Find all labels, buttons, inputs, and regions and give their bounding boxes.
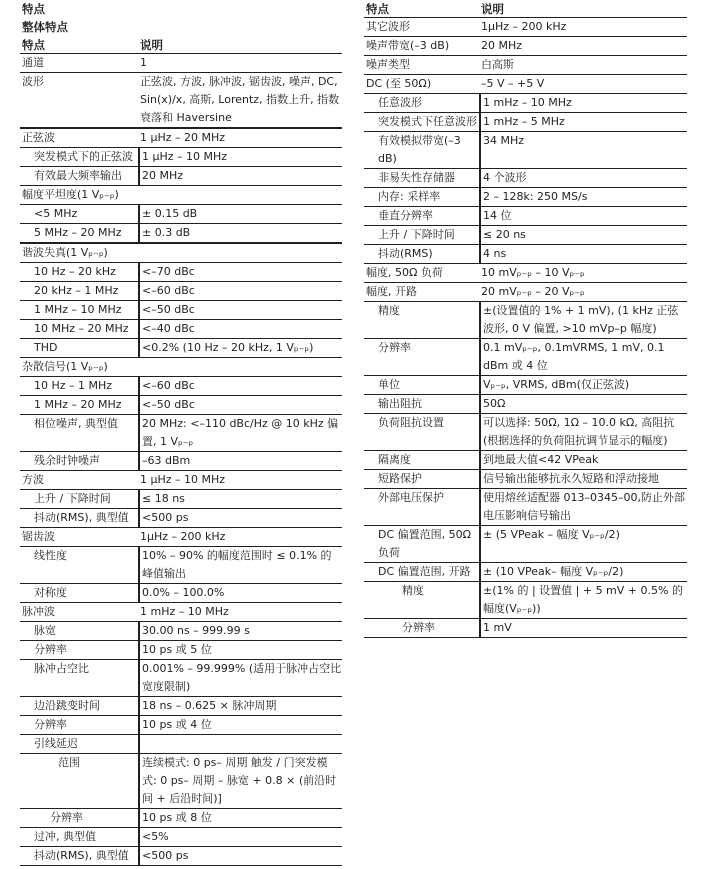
spec-feature: 分辨率 [34, 718, 67, 731]
spec-row [20, 622, 342, 641]
spec-description: –63 dBm [138, 452, 342, 470]
spec-description: –5 V – +5 V [481, 77, 545, 90]
spec-feature: 负荷阻抗设置 [378, 416, 444, 429]
spec-description: 20 MHz [481, 39, 523, 52]
spec-description: 0.0% – 100.0% [138, 584, 342, 602]
spec-row [364, 132, 687, 169]
spec-feature: 10 MHz – 20 MHz [34, 322, 129, 335]
spec-row [20, 167, 342, 186]
spec-feature: 线性度 [34, 549, 67, 562]
spec-description: 1 μHz – 10 MHz [140, 473, 226, 486]
spec-feature: DC 偏置范围, 50Ω 负荷 [378, 528, 472, 559]
spec-description: 50Ω [479, 395, 687, 413]
spec-feature: 外部电压保护 [378, 491, 444, 504]
spec-feature: 幅度, 开路 [366, 285, 417, 298]
spec-feature: 脉冲占空比 [34, 662, 89, 675]
spec-description: <5% [138, 828, 342, 846]
spec-description: ≤ 20 ns [479, 226, 687, 244]
spec-row [20, 54, 342, 73]
spec-feature: 噪声类型 [366, 58, 410, 71]
spec-feature: 上升 / 下降时间 [34, 492, 111, 505]
spec-row [20, 716, 342, 735]
spec-description: ± 0.15 dB [138, 205, 342, 223]
spec-feature: 残余时钟噪声 [34, 454, 100, 467]
spec-feature: THD [34, 341, 58, 354]
spec-description: <–50 dBc [138, 301, 342, 319]
spec-row [364, 526, 687, 563]
spec-row [364, 563, 687, 582]
spec-row [20, 847, 342, 866]
spec-description: 2 – 128k: 250 MS/s [479, 188, 687, 206]
spec-feature: 10 Hz – 20 kHz [34, 265, 116, 278]
spec-row [364, 582, 687, 619]
spec-row [20, 584, 342, 603]
spec-row [20, 205, 342, 224]
spec-row [364, 75, 687, 94]
spec-description: 10 ps 或 4 位 [138, 716, 342, 734]
spec-description: <500 ps [138, 509, 342, 527]
spec-feature: 脉冲波 [22, 605, 55, 618]
spec-row [20, 339, 342, 358]
spec-description: <500 ps [138, 847, 342, 865]
spec-row [364, 94, 687, 113]
spec-row [20, 809, 342, 828]
spec-feature: 突发模式下任意波形 [378, 115, 477, 128]
spec-feature: 谐波失真(1 Vₚ₋ₚ) [22, 246, 108, 259]
spec-description: 10 ps 或 8 位 [138, 809, 342, 827]
spec-description: <–70 dBc [138, 263, 342, 281]
spec-row [20, 641, 342, 660]
spec-row [20, 377, 342, 396]
left-column [20, 0, 342, 866]
spec-feature: 抖动(RMS) [378, 247, 433, 260]
spec-description: ± (5 VPeak – 幅度 Vₚ₋ₚ/2) [479, 526, 687, 562]
spec-row [20, 358, 342, 377]
spec-feature: 幅度, 50Ω 负荷 [366, 266, 443, 279]
header-feature: 特点 [366, 2, 389, 16]
spec-description: ± (10 VPeak– 幅度 Vₚ₋ₚ/2) [479, 563, 687, 581]
spec-description: 1 mV [479, 619, 687, 637]
spec-description: <–50 dBc [138, 396, 342, 414]
spec-description: <–60 dBc [138, 282, 342, 300]
spec-row [364, 470, 687, 489]
spec-feature: 有效最大频率输出 [34, 169, 122, 182]
spec-description: 1μHz – 200 kHz [140, 530, 226, 543]
spec-feature: 正弦波 [22, 131, 55, 144]
spec-description: 20 MHz: <–110 dBc/Hz @ 10 kHz 偏置, 1 Vₚ₋ₚ [138, 415, 342, 451]
spec-feature: <5 MHz [34, 207, 78, 220]
spec-row [364, 169, 687, 188]
spec-description: 34 MHz [479, 132, 687, 168]
spec-description: <–40 dBc [138, 320, 342, 338]
spec-description: 14 位 [479, 207, 687, 225]
spec-feature: 引线延迟 [34, 737, 78, 750]
spec-row [20, 735, 342, 754]
right-spec-table [364, 0, 687, 638]
spec-feature: 突发模式下的正弦波 [34, 150, 133, 163]
spec-description: 到地最大值<42 VPeak [479, 451, 687, 469]
spec-description: 0.1 mVₚ₋ₚ, 0.1mVRMS, 1 mV, 0.1 dBm 或 4 位 [479, 339, 687, 375]
spec-description: 可以选择: 50Ω, 1Ω – 10.0 kΩ, 高阻抗(根据选择的负荷阻抗调节显示的幅度) [479, 414, 687, 450]
spec-row [364, 376, 687, 395]
spec-feature: 单位 [378, 378, 400, 391]
spec-feature: 精度 [402, 584, 424, 597]
spec-row [20, 490, 342, 509]
spec-description: <–60 dBc [138, 377, 342, 395]
spec-feature: 分辨率 [34, 643, 67, 656]
spec-description: 30.00 ns – 999.99 s [138, 622, 342, 640]
spec-feature: 范围 [58, 756, 80, 769]
spec-row [364, 451, 687, 470]
spec-feature: 脉宽 [34, 624, 56, 637]
spec-row [20, 396, 342, 415]
spec-description: 信号输出能够抗永久短路和浮动接地 [479, 470, 687, 488]
spec-row [364, 188, 687, 207]
spec-description: 1 mHz – 5 MHz [479, 113, 687, 131]
spec-description: 连续模式: 0 ps– 周期 触发 / 门突发模式: 0 ps– 周期 – 脉宽 + 0.8 × (前沿时间 + 后沿时间)] [138, 754, 342, 808]
spec-feature: 内存: 采样率 [378, 190, 441, 203]
spec-feature: 输出阻抗 [378, 397, 422, 410]
spec-description: 20 MHz [138, 167, 342, 185]
spec-description: 正弦波, 方波, 脉冲波, 锯齿波, 噪声, DC, Sin(x)/x, 高斯, Lorentz, 指数上升, 指数衰落和 Haversine [140, 75, 340, 124]
spec-description: 1 μHz – 10 MHz [138, 148, 342, 166]
spec-feature: 10 Hz – 1 MHz [34, 379, 113, 392]
spec-feature: 其它波形 [366, 20, 410, 33]
spec-feature: 1 MHz – 10 MHz [34, 303, 122, 316]
left-spec-table [20, 36, 342, 866]
spec-description: 1μHz – 200 kHz [481, 20, 567, 33]
spec-row [20, 509, 342, 528]
spec-description: 白高斯 [481, 58, 514, 71]
spec-row [20, 244, 342, 263]
spec-row [20, 148, 342, 167]
spec-row [20, 415, 342, 452]
spec-feature: 非易失性存储器 [378, 171, 455, 184]
spec-description: 1 [140, 56, 147, 69]
spec-row [20, 282, 342, 301]
spec-row [364, 619, 687, 638]
spec-description: ≤ 18 ns [138, 490, 342, 508]
spec-row [20, 301, 342, 320]
spec-feature: 波形 [22, 75, 44, 88]
spec-description: 4 ns [479, 245, 687, 263]
spec-description: <0.2% (10 Hz – 20 kHz, 1 Vₚ₋ₚ) [138, 339, 342, 357]
spec-row [20, 186, 342, 205]
right-column [364, 0, 687, 638]
spec-feature: 分辨率 [378, 341, 411, 354]
spec-feature: 有效模拟带宽(–3 dB) [378, 134, 461, 165]
spec-row [364, 489, 687, 526]
spec-row [20, 528, 342, 547]
spec-description [138, 735, 342, 753]
spec-feature: DC (至 50Ω) [366, 77, 432, 90]
spec-feature: 任意波形 [378, 96, 422, 109]
spec-feature: 幅度平坦度(1 Vₚ₋ₚ) [22, 188, 119, 201]
spec-feature: 上升 / 下降时间 [378, 228, 455, 241]
spec-row [364, 339, 687, 376]
spec-row [364, 302, 687, 339]
spec-feature: 隔离度 [378, 453, 411, 466]
spec-row [20, 263, 342, 282]
header-description: 说明 [140, 38, 163, 52]
spec-row [20, 603, 342, 622]
spec-description: Vₚ₋ₚ, VRMS, dBm(仅正弦波) [479, 376, 687, 394]
spec-description: ±(设置值的 1% + 1 mV), (1 kHz 正弦波形, 0 V 偏置, >10 mVp–p 幅度) [479, 302, 687, 338]
section-heading: 特点 [22, 2, 45, 16]
spec-row [20, 828, 342, 847]
spec-description [138, 358, 342, 376]
spec-description: 1 μHz – 20 MHz [140, 131, 226, 144]
spec-row [20, 224, 342, 244]
spec-feature: 边沿跳变时间 [34, 699, 100, 712]
spec-row [364, 226, 687, 245]
spec-feature: DC 偏置范围, 开路 [378, 565, 471, 578]
spec-row [20, 660, 342, 697]
spec-feature: 5 MHz – 20 MHz [34, 226, 122, 239]
spec-row [364, 283, 687, 302]
spec-feature: 相位噪声, 典型值 [34, 417, 118, 430]
spec-row [364, 264, 687, 283]
spec-feature: 通道 [22, 56, 44, 69]
spec-row [364, 18, 687, 37]
spec-row [364, 414, 687, 451]
spec-feature: 杂散信号(1 Vₚ₋ₚ) [22, 360, 108, 373]
spec-feature: 分辨率 [402, 621, 435, 634]
spec-description: 10 mVₚ₋ₚ – 10 Vₚ₋ₚ [481, 266, 585, 279]
spec-feature: 抖动(RMS), 典型值 [34, 511, 129, 524]
spec-feature: 分辨率 [50, 811, 83, 824]
spec-feature: 20 kHz – 1 MHz [34, 284, 119, 297]
spec-row [20, 73, 342, 129]
spec-row [20, 320, 342, 339]
subsection-heading: 整体特点 [22, 20, 68, 34]
spec-description [138, 244, 342, 262]
spec-description: ± 0.3 dB [138, 224, 342, 242]
spec-feature: 过冲, 典型值 [34, 830, 96, 843]
spec-row [364, 207, 687, 226]
header-feature: 特点 [22, 38, 45, 52]
spec-description: 0.001% – 99.999% (适用于脉冲占空比宽度限制) [138, 660, 342, 696]
spec-row [20, 471, 342, 490]
spec-row [364, 56, 687, 75]
spec-description: 1 mHz – 10 MHz [479, 94, 687, 112]
spec-row [364, 37, 687, 56]
spec-description [138, 186, 342, 204]
spec-description: 使用熔丝适配器 013–0345–00,防止外部电压影响信号输出 [479, 489, 687, 525]
spec-feature: 抖动(RMS), 典型值 [34, 849, 129, 862]
spec-row [20, 697, 342, 716]
spec-feature: 噪声带宽(–3 dB) [366, 39, 450, 52]
spec-feature: 垂直分辨率 [378, 209, 433, 222]
spec-row [364, 113, 687, 132]
spec-description: ±(1% 的 | 设置值 | + 5 mV + 0.5% 的幅度(Vₚ₋ₚ)) [479, 582, 687, 618]
spec-feature: 锯齿波 [22, 530, 55, 543]
spec-row [20, 452, 342, 471]
spec-row [364, 395, 687, 414]
spec-feature: 方波 [22, 473, 44, 486]
spec-row [20, 129, 342, 148]
spec-description: 10 ps 或 5 位 [138, 641, 342, 659]
spec-description: 20 mVₚ₋ₚ – 20 Vₚ₋ₚ [481, 285, 585, 298]
table-header [20, 36, 342, 54]
spec-row [20, 547, 342, 584]
spec-feature: 1 MHz – 20 MHz [34, 398, 122, 411]
table-header [364, 0, 687, 18]
spec-description: 10% – 90% 的幅度范围时 ≤ 0.1% 的峰值输出 [138, 547, 342, 583]
spec-row [364, 245, 687, 264]
spec-description: 1 mHz – 10 MHz [140, 605, 229, 618]
spec-description: 4 个波形 [479, 169, 687, 187]
spec-row [20, 754, 342, 809]
spec-feature: 精度 [378, 304, 400, 317]
header-description: 说明 [481, 2, 504, 16]
spec-feature: 短路保护 [378, 472, 422, 485]
spec-feature: 对称度 [34, 586, 67, 599]
spec-description: 18 ns – 0.625 × 脉冲周期 [138, 697, 342, 715]
